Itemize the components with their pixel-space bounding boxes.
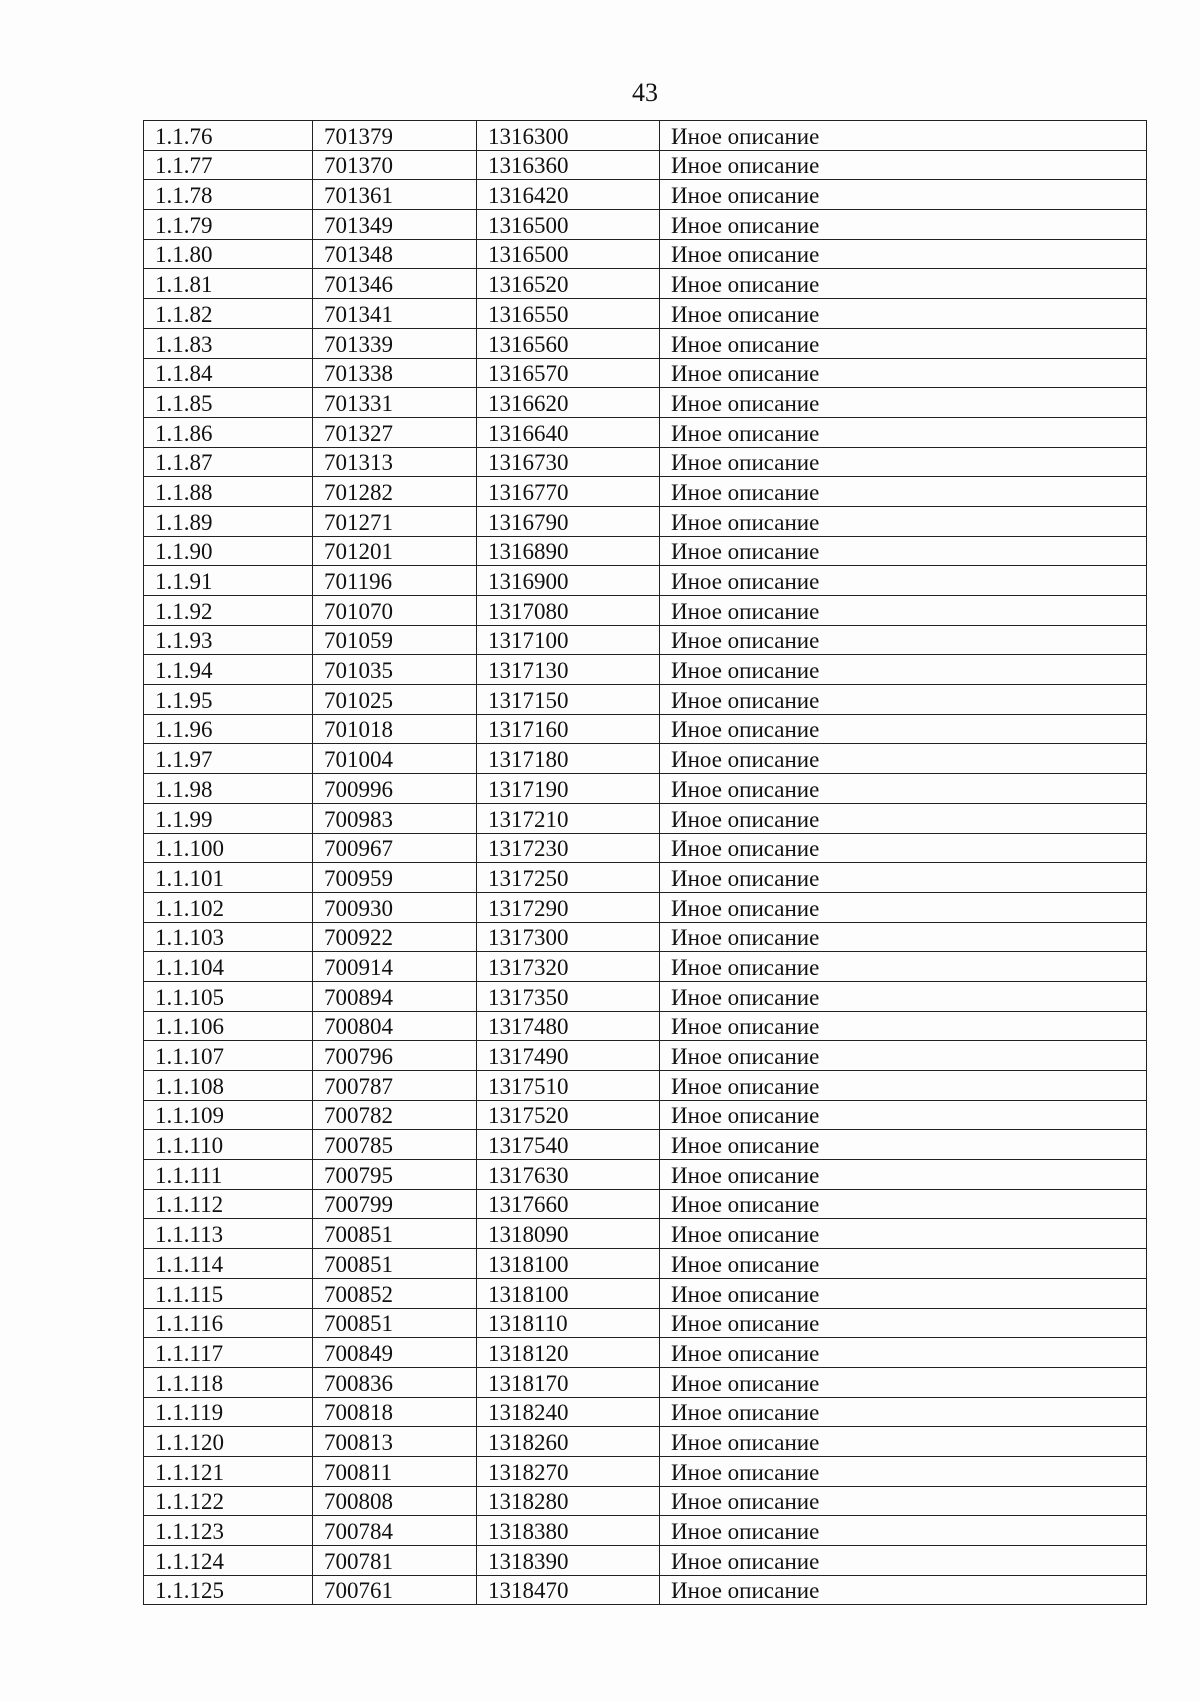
table-row: [144, 566, 1147, 596]
x-coordinate-cell: 700930: [313, 892, 477, 922]
row-number-cell: 1.1.102: [144, 892, 313, 922]
table-row: [144, 1189, 1147, 1219]
x-coordinate-cell: 701379: [313, 121, 477, 151]
table-row: [144, 744, 1147, 774]
table-row: [144, 922, 1147, 952]
x-coordinate-cell: 701349: [313, 210, 477, 240]
x-coordinate-cell: 701341: [313, 299, 477, 329]
description-cell: Иное описание: [660, 774, 1147, 804]
y-coordinate-cell: 1317350: [477, 981, 660, 1011]
x-coordinate-cell: 700813: [313, 1427, 477, 1457]
description-cell: Иное описание: [660, 536, 1147, 566]
row-number-cell: 1.1.120: [144, 1427, 313, 1457]
x-coordinate-cell: 700849: [313, 1338, 477, 1368]
row-number-cell: 1.1.88: [144, 477, 313, 507]
row-number-cell: 1.1.100: [144, 833, 313, 863]
table-row: [144, 299, 1147, 329]
row-number-cell: 1.1.105: [144, 981, 313, 1011]
description-cell: Иное описание: [660, 506, 1147, 536]
table-row: [144, 1397, 1147, 1427]
description-cell: Иное описание: [660, 1456, 1147, 1486]
row-number-cell: 1.1.97: [144, 744, 313, 774]
y-coordinate-cell: 1317520: [477, 1100, 660, 1130]
x-coordinate-cell: 701338: [313, 358, 477, 388]
description-cell: Иное описание: [660, 239, 1147, 269]
row-number-cell: 1.1.83: [144, 328, 313, 358]
description-cell: Иное описание: [660, 1486, 1147, 1516]
description-cell: Иное описание: [660, 922, 1147, 952]
x-coordinate-cell: 700804: [313, 1011, 477, 1041]
y-coordinate-cell: 1317320: [477, 952, 660, 982]
description-cell: Иное описание: [660, 358, 1147, 388]
description-cell: Иное описание: [660, 1219, 1147, 1249]
y-coordinate-cell: 1318110: [477, 1308, 660, 1338]
table-row: [144, 803, 1147, 833]
x-coordinate-cell: 700818: [313, 1397, 477, 1427]
y-coordinate-cell: 1318240: [477, 1397, 660, 1427]
x-coordinate-cell: 701035: [313, 655, 477, 685]
y-coordinate-cell: 1317190: [477, 774, 660, 804]
table-row: [144, 239, 1147, 269]
y-coordinate-cell: 1316620: [477, 388, 660, 418]
row-number-cell: 1.1.106: [144, 1011, 313, 1041]
description-cell: Иное описание: [660, 981, 1147, 1011]
row-number-cell: 1.1.112: [144, 1189, 313, 1219]
y-coordinate-cell: 1316500: [477, 210, 660, 240]
row-number-cell: 1.1.103: [144, 922, 313, 952]
y-coordinate-cell: 1316900: [477, 566, 660, 596]
x-coordinate-cell: 701271: [313, 506, 477, 536]
table-row: [144, 596, 1147, 626]
table-row: [144, 388, 1147, 418]
x-coordinate-cell: 701201: [313, 536, 477, 566]
row-number-cell: 1.1.116: [144, 1308, 313, 1338]
table-row: [144, 477, 1147, 507]
description-cell: Иное описание: [660, 625, 1147, 655]
table-row: [144, 1516, 1147, 1546]
description-cell: Иное описание: [660, 1071, 1147, 1101]
table-row: [144, 1338, 1147, 1368]
description-cell: Иное описание: [660, 1278, 1147, 1308]
description-cell: Иное описание: [660, 1041, 1147, 1071]
row-number-cell: 1.1.95: [144, 685, 313, 715]
table-row: [144, 1575, 1147, 1605]
x-coordinate-cell: 700851: [313, 1249, 477, 1279]
x-coordinate-cell: 701004: [313, 744, 477, 774]
y-coordinate-cell: 1316560: [477, 328, 660, 358]
description-cell: Иное описание: [660, 714, 1147, 744]
table-row: [144, 447, 1147, 477]
x-coordinate-cell: 701327: [313, 417, 477, 447]
y-coordinate-cell: 1316730: [477, 447, 660, 477]
x-coordinate-cell: 700983: [313, 803, 477, 833]
table-row: [144, 150, 1147, 180]
x-coordinate-cell: 700852: [313, 1278, 477, 1308]
y-coordinate-cell: 1316420: [477, 180, 660, 210]
y-coordinate-cell: 1316790: [477, 506, 660, 536]
description-cell: Иное описание: [660, 1546, 1147, 1576]
y-coordinate-cell: 1317660: [477, 1189, 660, 1219]
y-coordinate-cell: 1316300: [477, 121, 660, 151]
row-number-cell: 1.1.107: [144, 1041, 313, 1071]
table-row: [144, 892, 1147, 922]
x-coordinate-cell: 700894: [313, 981, 477, 1011]
table-row: [144, 655, 1147, 685]
row-number-cell: 1.1.123: [144, 1516, 313, 1546]
x-coordinate-cell: 701313: [313, 447, 477, 477]
x-coordinate-cell: 701059: [313, 625, 477, 655]
table-row: [144, 358, 1147, 388]
table-row: [144, 180, 1147, 210]
y-coordinate-cell: 1316520: [477, 269, 660, 299]
row-number-cell: 1.1.122: [144, 1486, 313, 1516]
row-number-cell: 1.1.84: [144, 358, 313, 388]
x-coordinate-cell: 700922: [313, 922, 477, 952]
description-cell: Иное описание: [660, 1367, 1147, 1397]
y-coordinate-cell: 1318120: [477, 1338, 660, 1368]
y-coordinate-cell: 1317130: [477, 655, 660, 685]
description-cell: Иное описание: [660, 1575, 1147, 1605]
y-coordinate-cell: 1317250: [477, 863, 660, 893]
table-row: [144, 952, 1147, 982]
table-row: [144, 536, 1147, 566]
row-number-cell: 1.1.101: [144, 863, 313, 893]
x-coordinate-cell: 701018: [313, 714, 477, 744]
table-row: [144, 1249, 1147, 1279]
row-number-cell: 1.1.76: [144, 121, 313, 151]
row-number-cell: 1.1.118: [144, 1367, 313, 1397]
description-cell: Иное описание: [660, 863, 1147, 893]
table-row: [144, 863, 1147, 893]
table-row: [144, 417, 1147, 447]
x-coordinate-cell: 700996: [313, 774, 477, 804]
description-cell: Иное описание: [660, 210, 1147, 240]
x-coordinate-cell: 700851: [313, 1308, 477, 1338]
description-cell: Иное описание: [660, 1249, 1147, 1279]
table-row: [144, 1456, 1147, 1486]
y-coordinate-cell: 1317630: [477, 1160, 660, 1190]
row-number-cell: 1.1.90: [144, 536, 313, 566]
y-coordinate-cell: 1318380: [477, 1516, 660, 1546]
description-cell: Иное описание: [660, 952, 1147, 982]
row-number-cell: 1.1.113: [144, 1219, 313, 1249]
table-row: [144, 1427, 1147, 1457]
y-coordinate-cell: 1317490: [477, 1041, 660, 1071]
table-row: [144, 774, 1147, 804]
x-coordinate-cell: 701346: [313, 269, 477, 299]
description-cell: Иное описание: [660, 299, 1147, 329]
description-cell: Иное описание: [660, 1427, 1147, 1457]
row-number-cell: 1.1.119: [144, 1397, 313, 1427]
description-cell: Иное описание: [660, 121, 1147, 151]
table-row: [144, 1130, 1147, 1160]
y-coordinate-cell: 1318270: [477, 1456, 660, 1486]
x-coordinate-cell: 700782: [313, 1100, 477, 1130]
row-number-cell: 1.1.96: [144, 714, 313, 744]
description-cell: Иное описание: [660, 803, 1147, 833]
x-coordinate-cell: 701070: [313, 596, 477, 626]
row-number-cell: 1.1.111: [144, 1160, 313, 1190]
y-coordinate-cell: 1318470: [477, 1575, 660, 1605]
y-coordinate-cell: 1317150: [477, 685, 660, 715]
table-row: [144, 1308, 1147, 1338]
row-number-cell: 1.1.117: [144, 1338, 313, 1368]
x-coordinate-cell: 700811: [313, 1456, 477, 1486]
x-coordinate-cell: 701348: [313, 239, 477, 269]
y-coordinate-cell: 1318390: [477, 1546, 660, 1576]
x-coordinate-cell: 701370: [313, 150, 477, 180]
y-coordinate-cell: 1316570: [477, 358, 660, 388]
y-coordinate-cell: 1316890: [477, 536, 660, 566]
row-number-cell: 1.1.124: [144, 1546, 313, 1576]
x-coordinate-cell: 701361: [313, 180, 477, 210]
table-row: [144, 1367, 1147, 1397]
row-number-cell: 1.1.114: [144, 1249, 313, 1279]
table-body: [144, 121, 1147, 1605]
row-number-cell: 1.1.110: [144, 1130, 313, 1160]
x-coordinate-cell: 700781: [313, 1546, 477, 1576]
x-coordinate-cell: 701331: [313, 388, 477, 418]
row-number-cell: 1.1.79: [144, 210, 313, 240]
description-cell: Иное описание: [660, 1516, 1147, 1546]
x-coordinate-cell: 701025: [313, 685, 477, 715]
row-number-cell: 1.1.108: [144, 1071, 313, 1101]
table-row: [144, 833, 1147, 863]
row-number-cell: 1.1.77: [144, 150, 313, 180]
row-number-cell: 1.1.87: [144, 447, 313, 477]
y-coordinate-cell: 1316640: [477, 417, 660, 447]
x-coordinate-cell: 700784: [313, 1516, 477, 1546]
row-number-cell: 1.1.86: [144, 417, 313, 447]
y-coordinate-cell: 1318170: [477, 1367, 660, 1397]
x-coordinate-cell: 701282: [313, 477, 477, 507]
table-row: [144, 269, 1147, 299]
row-number-cell: 1.1.98: [144, 774, 313, 804]
data-table: [143, 120, 1147, 1605]
y-coordinate-cell: 1317080: [477, 596, 660, 626]
y-coordinate-cell: 1317210: [477, 803, 660, 833]
row-number-cell: 1.1.80: [144, 239, 313, 269]
row-number-cell: 1.1.85: [144, 388, 313, 418]
description-cell: Иное описание: [660, 269, 1147, 299]
description-cell: Иное описание: [660, 685, 1147, 715]
x-coordinate-cell: 700959: [313, 863, 477, 893]
y-coordinate-cell: 1317290: [477, 892, 660, 922]
x-coordinate-cell: 700787: [313, 1071, 477, 1101]
description-cell: Иное описание: [660, 447, 1147, 477]
y-coordinate-cell: 1318260: [477, 1427, 660, 1457]
description-cell: Иное описание: [660, 180, 1147, 210]
table-row: [144, 1071, 1147, 1101]
row-number-cell: 1.1.115: [144, 1278, 313, 1308]
x-coordinate-cell: 700795: [313, 1160, 477, 1190]
x-coordinate-cell: 700836: [313, 1367, 477, 1397]
x-coordinate-cell: 700799: [313, 1189, 477, 1219]
description-cell: Иное описание: [660, 477, 1147, 507]
y-coordinate-cell: 1316770: [477, 477, 660, 507]
table-row: [144, 714, 1147, 744]
table-row: [144, 1160, 1147, 1190]
description-cell: Иное описание: [660, 892, 1147, 922]
y-coordinate-cell: 1318090: [477, 1219, 660, 1249]
x-coordinate-cell: 700851: [313, 1219, 477, 1249]
x-coordinate-cell: 700796: [313, 1041, 477, 1071]
table-row: [144, 625, 1147, 655]
x-coordinate-cell: 700967: [313, 833, 477, 863]
table-row: [144, 981, 1147, 1011]
description-cell: Иное описание: [660, 1130, 1147, 1160]
table-row: [144, 210, 1147, 240]
y-coordinate-cell: 1317480: [477, 1011, 660, 1041]
description-cell: Иное описание: [660, 1189, 1147, 1219]
x-coordinate-cell: 700785: [313, 1130, 477, 1160]
x-coordinate-cell: 701339: [313, 328, 477, 358]
x-coordinate-cell: 700914: [313, 952, 477, 982]
table-row: [144, 506, 1147, 536]
row-number-cell: 1.1.78: [144, 180, 313, 210]
row-number-cell: 1.1.121: [144, 1456, 313, 1486]
description-cell: Иное описание: [660, 388, 1147, 418]
description-cell: Иное описание: [660, 1338, 1147, 1368]
y-coordinate-cell: 1317300: [477, 922, 660, 952]
description-cell: Иное описание: [660, 833, 1147, 863]
table-row: [144, 1546, 1147, 1576]
row-number-cell: 1.1.93: [144, 625, 313, 655]
y-coordinate-cell: 1317510: [477, 1071, 660, 1101]
x-coordinate-cell: 701196: [313, 566, 477, 596]
table-row: [144, 1011, 1147, 1041]
description-cell: Иное описание: [660, 744, 1147, 774]
description-cell: Иное описание: [660, 655, 1147, 685]
row-number-cell: 1.1.82: [144, 299, 313, 329]
y-coordinate-cell: 1318100: [477, 1278, 660, 1308]
description-cell: Иное описание: [660, 596, 1147, 626]
y-coordinate-cell: 1316500: [477, 239, 660, 269]
row-number-cell: 1.1.94: [144, 655, 313, 685]
x-coordinate-cell: 700761: [313, 1575, 477, 1605]
description-cell: Иное описание: [660, 150, 1147, 180]
y-coordinate-cell: 1317160: [477, 714, 660, 744]
row-number-cell: 1.1.109: [144, 1100, 313, 1130]
row-number-cell: 1.1.104: [144, 952, 313, 982]
y-coordinate-cell: 1318100: [477, 1249, 660, 1279]
row-number-cell: 1.1.92: [144, 596, 313, 626]
y-coordinate-cell: 1317540: [477, 1130, 660, 1160]
description-cell: Иное описание: [660, 1397, 1147, 1427]
row-number-cell: 1.1.89: [144, 506, 313, 536]
table-row: [144, 1041, 1147, 1071]
y-coordinate-cell: 1316360: [477, 150, 660, 180]
y-coordinate-cell: 1317100: [477, 625, 660, 655]
description-cell: Иное описание: [660, 1100, 1147, 1130]
description-cell: Иное описание: [660, 328, 1147, 358]
row-number-cell: 1.1.81: [144, 269, 313, 299]
description-cell: Иное описание: [660, 566, 1147, 596]
table-row: [144, 328, 1147, 358]
table-row: [144, 1278, 1147, 1308]
page-number: 43: [632, 78, 658, 107]
table-row: [144, 1100, 1147, 1130]
x-coordinate-cell: 700808: [313, 1486, 477, 1516]
y-coordinate-cell: 1318280: [477, 1486, 660, 1516]
table-row: [144, 1486, 1147, 1516]
y-coordinate-cell: 1316550: [477, 299, 660, 329]
row-number-cell: 1.1.125: [144, 1575, 313, 1605]
description-cell: Иное описание: [660, 1308, 1147, 1338]
y-coordinate-cell: 1317230: [477, 833, 660, 863]
description-cell: Иное описание: [660, 1011, 1147, 1041]
description-cell: Иное описание: [660, 417, 1147, 447]
row-number-cell: 1.1.91: [144, 566, 313, 596]
table-row: [144, 121, 1147, 151]
y-coordinate-cell: 1317180: [477, 744, 660, 774]
table-row: [144, 685, 1147, 715]
row-number-cell: 1.1.99: [144, 803, 313, 833]
table-row: [144, 1219, 1147, 1249]
description-cell: Иное описание: [660, 1160, 1147, 1190]
